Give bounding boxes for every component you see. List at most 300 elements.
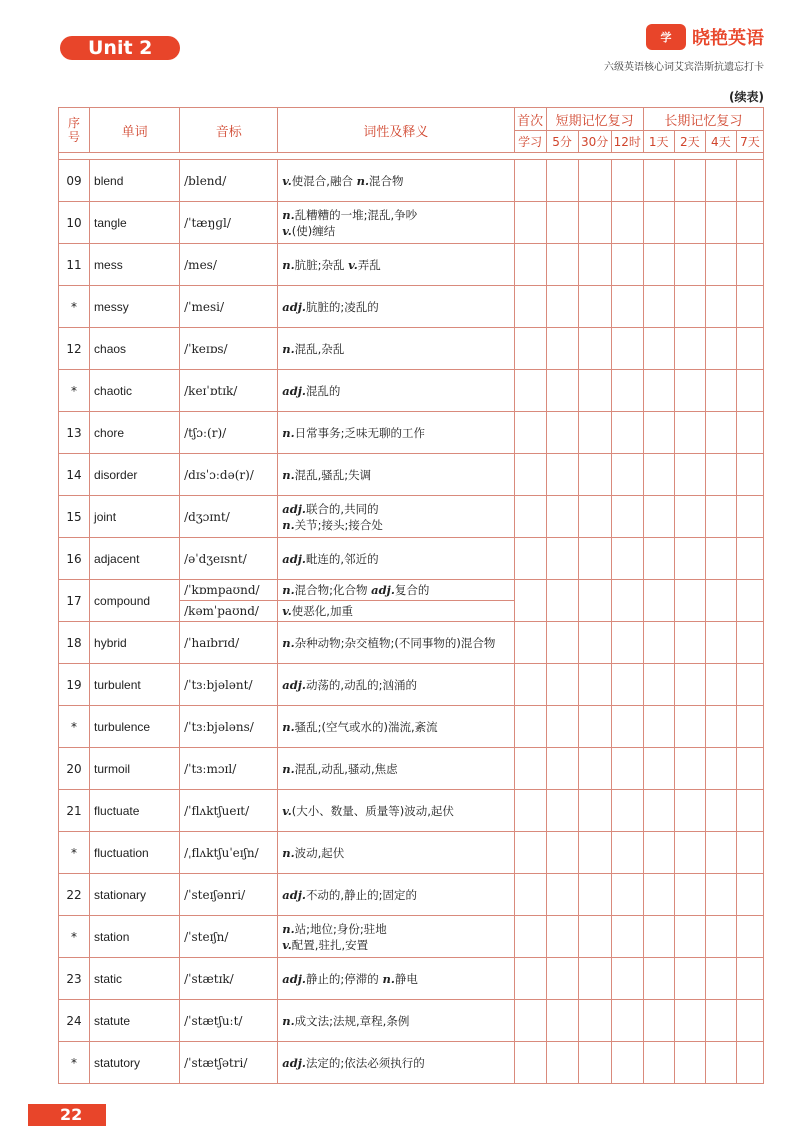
checkbox-cell[interactable] bbox=[611, 958, 643, 1000]
definition-text: 联合的,共同的 bbox=[305, 501, 379, 516]
row-number: 12 bbox=[59, 328, 90, 370]
checkbox-cell[interactable] bbox=[674, 538, 705, 580]
checkbox-cell[interactable] bbox=[611, 370, 643, 412]
meaning bbox=[278, 958, 514, 1000]
checkbox-cell[interactable] bbox=[674, 160, 705, 202]
word: hybrid bbox=[90, 622, 180, 664]
meaning bbox=[278, 244, 514, 286]
checkbox-cell[interactable] bbox=[514, 790, 546, 832]
checkbox-cell[interactable] bbox=[705, 664, 736, 706]
word: turbulence bbox=[90, 706, 180, 748]
checkbox-cell[interactable] bbox=[736, 160, 763, 202]
checkbox-cell[interactable] bbox=[736, 706, 763, 748]
checkbox-cell[interactable] bbox=[736, 244, 763, 286]
checkbox-cell[interactable] bbox=[736, 580, 763, 622]
checkbox-cell[interactable] bbox=[705, 202, 736, 244]
checkbox-cell[interactable] bbox=[578, 748, 611, 790]
checkbox-cell[interactable] bbox=[643, 370, 674, 412]
checkbox-cell[interactable] bbox=[736, 832, 763, 874]
part-of-speech: n. bbox=[282, 341, 295, 356]
header-short-col: 5分 bbox=[546, 131, 578, 153]
part-of-speech: adj. bbox=[282, 887, 306, 902]
checkbox-cell[interactable] bbox=[546, 706, 578, 748]
part-of-speech: adj. bbox=[282, 1055, 306, 1070]
checkbox-cell[interactable] bbox=[736, 454, 763, 496]
checkbox-cell[interactable] bbox=[578, 622, 611, 664]
checkbox-cell[interactable] bbox=[514, 580, 546, 622]
checkbox-cell[interactable] bbox=[578, 832, 611, 874]
word: stationary bbox=[90, 874, 180, 916]
checkbox-cell[interactable] bbox=[546, 160, 578, 202]
checkbox-cell[interactable] bbox=[705, 916, 736, 958]
definition-text: 静止的;停滞的 bbox=[305, 971, 383, 986]
checkbox-cell[interactable] bbox=[578, 1042, 611, 1084]
checkbox-cell[interactable] bbox=[611, 622, 643, 664]
checkbox-cell[interactable] bbox=[705, 328, 736, 370]
checkbox-cell[interactable] bbox=[643, 538, 674, 580]
table-row bbox=[59, 832, 764, 874]
header-long-col: 2天 bbox=[674, 131, 705, 153]
checkbox-cell[interactable] bbox=[674, 370, 705, 412]
header-long-col: 1天 bbox=[643, 131, 674, 153]
meaning bbox=[278, 538, 514, 580]
phonetic: /blend/ bbox=[180, 160, 278, 202]
row-number: * bbox=[59, 286, 90, 328]
meaning bbox=[278, 370, 514, 412]
header-long-term: 长期记忆复习 bbox=[643, 108, 763, 131]
word: chaotic bbox=[90, 370, 180, 412]
checkbox-cell[interactable] bbox=[736, 1000, 763, 1042]
checkbox-cell[interactable] bbox=[514, 874, 546, 916]
checkbox-cell[interactable] bbox=[736, 286, 763, 328]
definition-text: 肮脏的;凌乱的 bbox=[305, 299, 379, 314]
checkbox-cell[interactable] bbox=[514, 160, 546, 202]
phonetic: /ˈsteɪʃn/ bbox=[180, 916, 278, 958]
phonetic: /ˈflʌktʃueɪt/ bbox=[180, 790, 278, 832]
row-number: * bbox=[59, 370, 90, 412]
checkbox-cell[interactable] bbox=[643, 412, 674, 454]
checkbox-cell[interactable] bbox=[611, 790, 643, 832]
checkbox-cell[interactable] bbox=[705, 244, 736, 286]
checkbox-cell[interactable] bbox=[546, 370, 578, 412]
row-number: 10 bbox=[59, 202, 90, 244]
meaning bbox=[278, 328, 514, 370]
word: chore bbox=[90, 412, 180, 454]
word: statute bbox=[90, 1000, 180, 1042]
checkbox-cell[interactable] bbox=[736, 916, 763, 958]
checkbox-cell[interactable] bbox=[514, 748, 546, 790]
checkbox-cell[interactable] bbox=[514, 538, 546, 580]
checkbox-cell[interactable] bbox=[705, 622, 736, 664]
table-row bbox=[59, 244, 764, 286]
checkbox-cell[interactable] bbox=[578, 790, 611, 832]
part-of-speech: n. bbox=[282, 921, 295, 936]
checkbox-cell[interactable] bbox=[643, 874, 674, 916]
checkbox-cell[interactable] bbox=[674, 412, 705, 454]
checkbox-cell[interactable] bbox=[643, 748, 674, 790]
phonetic: /dʒɔɪnt/ bbox=[180, 496, 278, 538]
checkbox-cell[interactable] bbox=[643, 958, 674, 1000]
checkbox-cell[interactable] bbox=[705, 370, 736, 412]
phonetic: /ˈkɒmpaʊnd/ bbox=[180, 580, 278, 601]
checkbox-cell[interactable] bbox=[546, 496, 578, 538]
checkbox-cell[interactable] bbox=[674, 832, 705, 874]
page-number: 22 bbox=[28, 1104, 106, 1126]
checkbox-cell[interactable] bbox=[643, 286, 674, 328]
table-row bbox=[59, 958, 764, 1000]
phonetic: /əˈdʒeɪsnt/ bbox=[180, 538, 278, 580]
checkbox-cell[interactable] bbox=[546, 874, 578, 916]
definition-text: 弄乱 bbox=[357, 257, 381, 272]
checkbox-cell[interactable] bbox=[705, 874, 736, 916]
checkbox-cell[interactable] bbox=[514, 664, 546, 706]
checkbox-cell[interactable] bbox=[514, 832, 546, 874]
checkbox-cell[interactable] bbox=[674, 874, 705, 916]
checkbox-cell[interactable] bbox=[546, 286, 578, 328]
definition-text: 成文法;法规,章程,条例 bbox=[294, 1013, 410, 1028]
definition-text: 乱糟糟的一堆;混乱,争吵 bbox=[294, 207, 418, 222]
word: turmoil bbox=[90, 748, 180, 790]
checkbox-cell[interactable] bbox=[611, 286, 643, 328]
checkbox-cell[interactable] bbox=[643, 790, 674, 832]
checkbox-cell[interactable] bbox=[674, 328, 705, 370]
part-of-speech: n. bbox=[282, 761, 295, 776]
checkbox-cell[interactable] bbox=[546, 790, 578, 832]
checkbox-cell[interactable] bbox=[578, 370, 611, 412]
checkbox-cell[interactable] bbox=[643, 160, 674, 202]
checkbox-cell[interactable] bbox=[578, 412, 611, 454]
definition-text: (使)缠结 bbox=[291, 223, 336, 238]
checkbox-cell[interactable] bbox=[674, 580, 705, 622]
phonetic: /ˈstætʃətri/ bbox=[180, 1042, 278, 1084]
word: station bbox=[90, 916, 180, 958]
phonetic: /ˈhaɪbrɪd/ bbox=[180, 622, 278, 664]
checkbox-cell[interactable] bbox=[611, 496, 643, 538]
checkbox-cell[interactable] bbox=[514, 1000, 546, 1042]
checkbox-cell[interactable] bbox=[611, 328, 643, 370]
row-number: 09 bbox=[59, 160, 90, 202]
checkbox-cell[interactable] bbox=[705, 1000, 736, 1042]
definition-text: 关节;接头;接合处 bbox=[294, 517, 383, 532]
checkbox-cell[interactable] bbox=[514, 1042, 546, 1084]
checkbox-cell[interactable] bbox=[736, 496, 763, 538]
checkbox-cell[interactable] bbox=[578, 160, 611, 202]
meaning bbox=[278, 601, 514, 622]
table-row bbox=[59, 664, 764, 706]
row-number: 16 bbox=[59, 538, 90, 580]
meaning bbox=[278, 622, 514, 664]
part-of-speech: adj. bbox=[371, 583, 395, 597]
part-of-speech: v. bbox=[348, 257, 358, 272]
checkbox-cell[interactable] bbox=[705, 832, 736, 874]
header-first-study-top: 首次 bbox=[514, 108, 546, 131]
table-row bbox=[59, 202, 764, 244]
checkbox-cell[interactable] bbox=[736, 412, 763, 454]
checkbox-cell[interactable] bbox=[643, 454, 674, 496]
table-row bbox=[59, 496, 764, 538]
part-of-speech: adj. bbox=[282, 383, 306, 398]
checkbox-cell[interactable] bbox=[611, 538, 643, 580]
checkbox-cell[interactable] bbox=[611, 832, 643, 874]
word: disorder bbox=[90, 454, 180, 496]
checkbox-cell[interactable] bbox=[546, 412, 578, 454]
checkbox-cell[interactable] bbox=[674, 664, 705, 706]
word: statutory bbox=[90, 1042, 180, 1084]
checkbox-cell[interactable] bbox=[514, 958, 546, 1000]
row-number: 15 bbox=[59, 496, 90, 538]
part-of-speech: v. bbox=[282, 173, 292, 188]
checkbox-cell[interactable] bbox=[674, 1000, 705, 1042]
checkbox-cell[interactable] bbox=[705, 748, 736, 790]
checkbox-cell[interactable] bbox=[578, 244, 611, 286]
checkbox-cell[interactable] bbox=[611, 874, 643, 916]
checkbox-cell[interactable] bbox=[514, 454, 546, 496]
checkbox-cell[interactable] bbox=[578, 958, 611, 1000]
header-long-col: 7天 bbox=[736, 131, 763, 153]
checkbox-cell[interactable] bbox=[674, 1042, 705, 1084]
brand-name: 晓艳英语 bbox=[692, 28, 764, 49]
word: tangle bbox=[90, 202, 180, 244]
checkbox-cell[interactable] bbox=[611, 202, 643, 244]
definition-text: 混合物;化合物 bbox=[294, 583, 372, 597]
part-of-speech: n. bbox=[282, 583, 295, 597]
table-row bbox=[59, 286, 764, 328]
word: chaos bbox=[90, 328, 180, 370]
part-of-speech: n. bbox=[282, 635, 295, 650]
checkbox-cell[interactable] bbox=[705, 790, 736, 832]
definition-text: (大小、数量、质量等)波动,起伏 bbox=[291, 803, 454, 818]
checkbox-cell[interactable] bbox=[578, 328, 611, 370]
definition-text: 动荡的,动乱的;汹涌的 bbox=[305, 677, 417, 692]
table-row bbox=[59, 916, 764, 958]
brand bbox=[646, 24, 764, 50]
part-of-speech: n. bbox=[282, 257, 295, 272]
checkbox-cell[interactable] bbox=[643, 202, 674, 244]
checkbox-cell[interactable] bbox=[546, 916, 578, 958]
row-number: * bbox=[59, 1042, 90, 1084]
checkbox-cell[interactable] bbox=[578, 286, 611, 328]
checkbox-cell[interactable] bbox=[546, 580, 578, 622]
table-row bbox=[59, 790, 764, 832]
checkbox-cell[interactable] bbox=[578, 664, 611, 706]
checkbox-cell[interactable] bbox=[674, 202, 705, 244]
checkbox-cell[interactable] bbox=[546, 664, 578, 706]
table-row bbox=[59, 160, 764, 202]
checkbox-cell[interactable] bbox=[643, 832, 674, 874]
checkbox-cell[interactable] bbox=[611, 748, 643, 790]
checkbox-cell[interactable] bbox=[643, 244, 674, 286]
checkbox-cell[interactable] bbox=[705, 958, 736, 1000]
checkbox-cell[interactable] bbox=[578, 580, 611, 622]
checkbox-cell[interactable] bbox=[736, 538, 763, 580]
checkbox-cell[interactable] bbox=[736, 874, 763, 916]
checkbox-cell[interactable] bbox=[705, 454, 736, 496]
checkbox-cell[interactable] bbox=[611, 916, 643, 958]
checkbox-cell[interactable] bbox=[705, 1042, 736, 1084]
checkbox-cell[interactable] bbox=[546, 538, 578, 580]
checkbox-cell[interactable] bbox=[736, 1042, 763, 1084]
table-row bbox=[59, 1000, 764, 1042]
definition-text: 配置,驻扎,安置 bbox=[291, 937, 369, 952]
checkbox-cell[interactable] bbox=[674, 790, 705, 832]
word: compound bbox=[90, 580, 180, 622]
checkbox-cell[interactable] bbox=[578, 706, 611, 748]
row-number: 14 bbox=[59, 454, 90, 496]
row-number: 21 bbox=[59, 790, 90, 832]
part-of-speech: n. bbox=[282, 207, 295, 222]
checkbox-cell[interactable] bbox=[514, 706, 546, 748]
checkbox-cell[interactable] bbox=[736, 370, 763, 412]
part-of-speech: n. bbox=[282, 425, 295, 440]
checkbox-cell[interactable] bbox=[546, 622, 578, 664]
checkbox-cell[interactable] bbox=[674, 958, 705, 1000]
table-row bbox=[59, 706, 764, 748]
checkbox-cell[interactable] bbox=[674, 916, 705, 958]
checkbox-cell[interactable] bbox=[611, 706, 643, 748]
checkbox-cell[interactable] bbox=[643, 496, 674, 538]
definition-text: 站;地位;身份;驻地 bbox=[294, 921, 387, 936]
checkbox-cell[interactable] bbox=[643, 328, 674, 370]
row-number: 20 bbox=[59, 748, 90, 790]
definition-text: 混合物 bbox=[368, 173, 404, 188]
checkbox-cell[interactable] bbox=[674, 244, 705, 286]
checkbox-cell[interactable] bbox=[705, 538, 736, 580]
checkbox-cell[interactable] bbox=[674, 748, 705, 790]
checkbox-cell[interactable] bbox=[546, 328, 578, 370]
definition-text: 波动,起伏 bbox=[294, 845, 345, 860]
checkbox-cell[interactable] bbox=[546, 244, 578, 286]
checkbox-cell[interactable] bbox=[611, 412, 643, 454]
checkbox-cell[interactable] bbox=[578, 538, 611, 580]
definition-text: 骚乱;(空气或水的)湍流,紊流 bbox=[294, 719, 438, 734]
phonetic: /tʃɔː(r)/ bbox=[180, 412, 278, 454]
part-of-speech: n. bbox=[282, 719, 295, 734]
word: turbulent bbox=[90, 664, 180, 706]
checkbox-cell[interactable] bbox=[705, 580, 736, 622]
checkbox-cell[interactable] bbox=[736, 328, 763, 370]
part-of-speech: adj. bbox=[282, 501, 306, 516]
header-long-col: 4天 bbox=[705, 131, 736, 153]
checkbox-cell[interactable] bbox=[736, 790, 763, 832]
checkbox-cell[interactable] bbox=[578, 874, 611, 916]
checkbox-cell[interactable] bbox=[514, 622, 546, 664]
part-of-speech: n. bbox=[282, 517, 295, 532]
checkbox-cell[interactable] bbox=[611, 160, 643, 202]
part-of-speech: v. bbox=[282, 803, 292, 818]
part-of-speech: adj. bbox=[282, 551, 306, 566]
checkbox-cell[interactable] bbox=[514, 412, 546, 454]
row-number: * bbox=[59, 706, 90, 748]
checkbox-cell[interactable] bbox=[643, 1042, 674, 1084]
checkbox-cell[interactable] bbox=[736, 622, 763, 664]
word: fluctuation bbox=[90, 832, 180, 874]
part-of-speech: n. bbox=[356, 173, 369, 188]
meaning bbox=[278, 1042, 514, 1084]
checkbox-cell[interactable] bbox=[705, 286, 736, 328]
part-of-speech: n. bbox=[282, 1013, 295, 1028]
table-row bbox=[59, 328, 764, 370]
checkbox-cell[interactable] bbox=[674, 622, 705, 664]
checkbox-cell[interactable] bbox=[514, 370, 546, 412]
checkbox-cell[interactable] bbox=[611, 244, 643, 286]
meaning bbox=[278, 202, 514, 244]
checkbox-cell[interactable] bbox=[674, 454, 705, 496]
checkbox-cell[interactable] bbox=[546, 1000, 578, 1042]
checkbox-cell[interactable] bbox=[514, 202, 546, 244]
meaning bbox=[278, 580, 514, 601]
checkbox-cell[interactable] bbox=[705, 160, 736, 202]
checkbox-cell[interactable] bbox=[643, 664, 674, 706]
checkbox-cell[interactable] bbox=[578, 202, 611, 244]
checkbox-cell[interactable] bbox=[578, 454, 611, 496]
unit-badge: Unit 2 bbox=[60, 36, 180, 60]
checkbox-cell[interactable] bbox=[546, 832, 578, 874]
checkbox-cell[interactable] bbox=[705, 412, 736, 454]
checkbox-cell[interactable] bbox=[611, 664, 643, 706]
checkbox-cell[interactable] bbox=[736, 958, 763, 1000]
part-of-speech: adj. bbox=[282, 299, 306, 314]
word: blend bbox=[90, 160, 180, 202]
checkbox-cell[interactable] bbox=[643, 1000, 674, 1042]
checkbox-cell[interactable] bbox=[643, 706, 674, 748]
checkbox-cell[interactable] bbox=[643, 580, 674, 622]
continued-label: (续表) bbox=[729, 90, 764, 104]
definition-text: 使恶化,加重 bbox=[291, 604, 353, 618]
phonetic: /ˈtɜːmɔɪl/ bbox=[180, 748, 278, 790]
checkbox-cell[interactable] bbox=[736, 664, 763, 706]
checkbox-cell[interactable] bbox=[611, 1042, 643, 1084]
checkbox-cell[interactable] bbox=[578, 916, 611, 958]
vocab-table bbox=[58, 107, 764, 1084]
checkbox-cell[interactable] bbox=[643, 622, 674, 664]
row-number: 13 bbox=[59, 412, 90, 454]
checkbox-cell[interactable] bbox=[546, 454, 578, 496]
definition-text: 肮脏;杂乱 bbox=[294, 257, 349, 272]
checkbox-cell[interactable] bbox=[611, 580, 643, 622]
row-number: 23 bbox=[59, 958, 90, 1000]
phonetic: /ˈtæŋɡl/ bbox=[180, 202, 278, 244]
header-short-term: 短期记忆复习 bbox=[546, 108, 643, 131]
checkbox-cell[interactable] bbox=[514, 328, 546, 370]
checkbox-cell[interactable] bbox=[736, 202, 763, 244]
checkbox-cell[interactable] bbox=[514, 244, 546, 286]
checkbox-cell[interactable] bbox=[643, 916, 674, 958]
phonetic: /keɪˈɒtɪk/ bbox=[180, 370, 278, 412]
checkbox-cell[interactable] bbox=[674, 706, 705, 748]
checkbox-cell[interactable] bbox=[514, 286, 546, 328]
checkbox-cell[interactable] bbox=[611, 1000, 643, 1042]
definition-text: 使混合,融合 bbox=[291, 173, 357, 188]
definition-text: 混乱,骚乱;失调 bbox=[294, 467, 372, 482]
checkbox-cell[interactable] bbox=[546, 958, 578, 1000]
checkbox-cell[interactable] bbox=[578, 1000, 611, 1042]
table-row bbox=[59, 580, 764, 601]
checkbox-cell[interactable] bbox=[546, 202, 578, 244]
checkbox-cell[interactable] bbox=[674, 496, 705, 538]
checkbox-cell[interactable] bbox=[736, 748, 763, 790]
checkbox-cell[interactable] bbox=[546, 748, 578, 790]
checkbox-cell[interactable] bbox=[674, 286, 705, 328]
checkbox-cell[interactable] bbox=[546, 1042, 578, 1084]
checkbox-cell[interactable] bbox=[705, 706, 736, 748]
row-number: 24 bbox=[59, 1000, 90, 1042]
checkbox-cell[interactable] bbox=[705, 496, 736, 538]
checkbox-cell[interactable] bbox=[611, 454, 643, 496]
checkbox-cell[interactable] bbox=[514, 916, 546, 958]
phonetic: /ˌflʌktʃuˈeɪʃn/ bbox=[180, 832, 278, 874]
checkbox-cell[interactable] bbox=[514, 496, 546, 538]
checkbox-cell[interactable] bbox=[578, 496, 611, 538]
